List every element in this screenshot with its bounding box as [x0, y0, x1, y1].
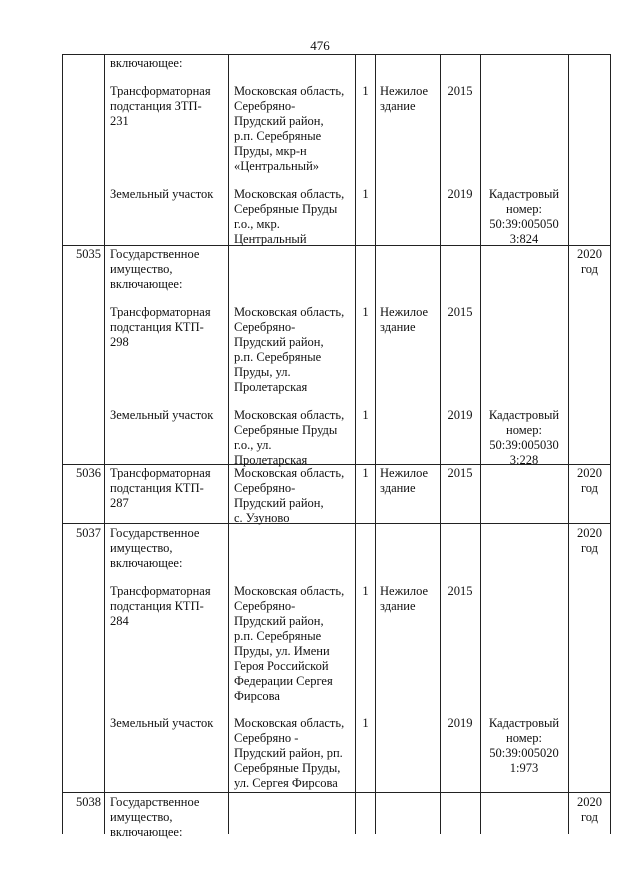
- row-number: 5035: [76, 247, 101, 261]
- item-qty: 1: [362, 84, 369, 98]
- item-address: Московская область, Серебряно- Прудский район, р.п. Серебряные Пруды, мкр-н «Центральный»: [234, 84, 345, 173]
- item-qty: 1: [362, 716, 369, 730]
- item-address: Московская область, Серебряные Пруды г.о., мкр. Центральный: [234, 187, 345, 246]
- item-year: 2015: [447, 584, 473, 598]
- item-year: 2015: [447, 466, 473, 480]
- block-header: Государственное имущество, включающее:: [110, 795, 200, 839]
- item-cadastre: Кадастровый номер: 50:39:005020 1:973: [488, 716, 560, 775]
- item-name: Земельный участок: [110, 716, 214, 730]
- item-qty: 1: [362, 187, 369, 201]
- item-year: 2015: [447, 305, 473, 319]
- item-qty: 1: [362, 305, 369, 319]
- row-number: 5038: [76, 795, 101, 809]
- block-header: Государственное имущество, включающее:: [110, 526, 200, 570]
- row-number: 5036: [76, 466, 101, 480]
- item-address: Московская область, Серебряно- Прудский район, р.п. Серебряные Пруды, ул. Имени Героя Российской Федерации Сергея Фирсова: [234, 584, 345, 703]
- item-address: Московская область, Серебряно - Прудский район, рп. Серебряные Пруды, ул. Сергея Фирсова: [234, 716, 345, 790]
- item-name: Земельный участок: [110, 408, 214, 422]
- item-qty: 1: [362, 408, 369, 422]
- item-address: Московская область, Серебряные Пруды г.о., ул. Пролетарская: [234, 408, 345, 467]
- item-year: 2019: [447, 408, 473, 422]
- item-year: 2019: [447, 716, 473, 730]
- item-qty: 1: [362, 466, 369, 480]
- item-year: 2015: [447, 84, 473, 98]
- block-year: 2020 год: [577, 247, 602, 276]
- item-type: Нежилое здание: [380, 305, 429, 334]
- block-year: 2020 год: [577, 466, 602, 495]
- row-number: 5037: [76, 526, 101, 540]
- item-year: 2019: [447, 187, 473, 201]
- item-name: Трансформаторная подстанция КТП- 298: [110, 305, 211, 349]
- item-address: Московская область, Серебряно- Прудский район, с. Узуново: [234, 466, 345, 525]
- item-type: Нежилое здание: [380, 584, 429, 613]
- item-cadastre: Кадастровый номер: 50:39:005050 3:824: [488, 187, 560, 246]
- block-year: 2020 год: [577, 795, 602, 824]
- item-name: Трансформаторная подстанция КТП- 284: [110, 584, 211, 628]
- item-type: Нежилое здание: [380, 466, 429, 495]
- block-header: Государственное имущество, включающее:: [110, 247, 200, 291]
- item-qty: 1: [362, 584, 369, 598]
- block-year: 2020 год: [577, 526, 602, 555]
- item-name: Земельный участок: [110, 187, 214, 201]
- item-address: Московская область, Серебряно- Прудский район, р.п. Серебряные Пруды, ул. Пролетарская: [234, 305, 345, 394]
- item-type: Нежилое здание: [380, 84, 429, 113]
- block-header: Трансформаторная подстанция КТП- 287: [110, 466, 211, 510]
- item-name: Трансформаторная подстанция ЗТП- 231: [110, 84, 211, 128]
- item-cadastre: Кадастровый номер: 50:39:005030 3:228: [488, 408, 560, 467]
- block-header: включающее:: [110, 56, 183, 70]
- page-number: 476: [310, 38, 330, 53]
